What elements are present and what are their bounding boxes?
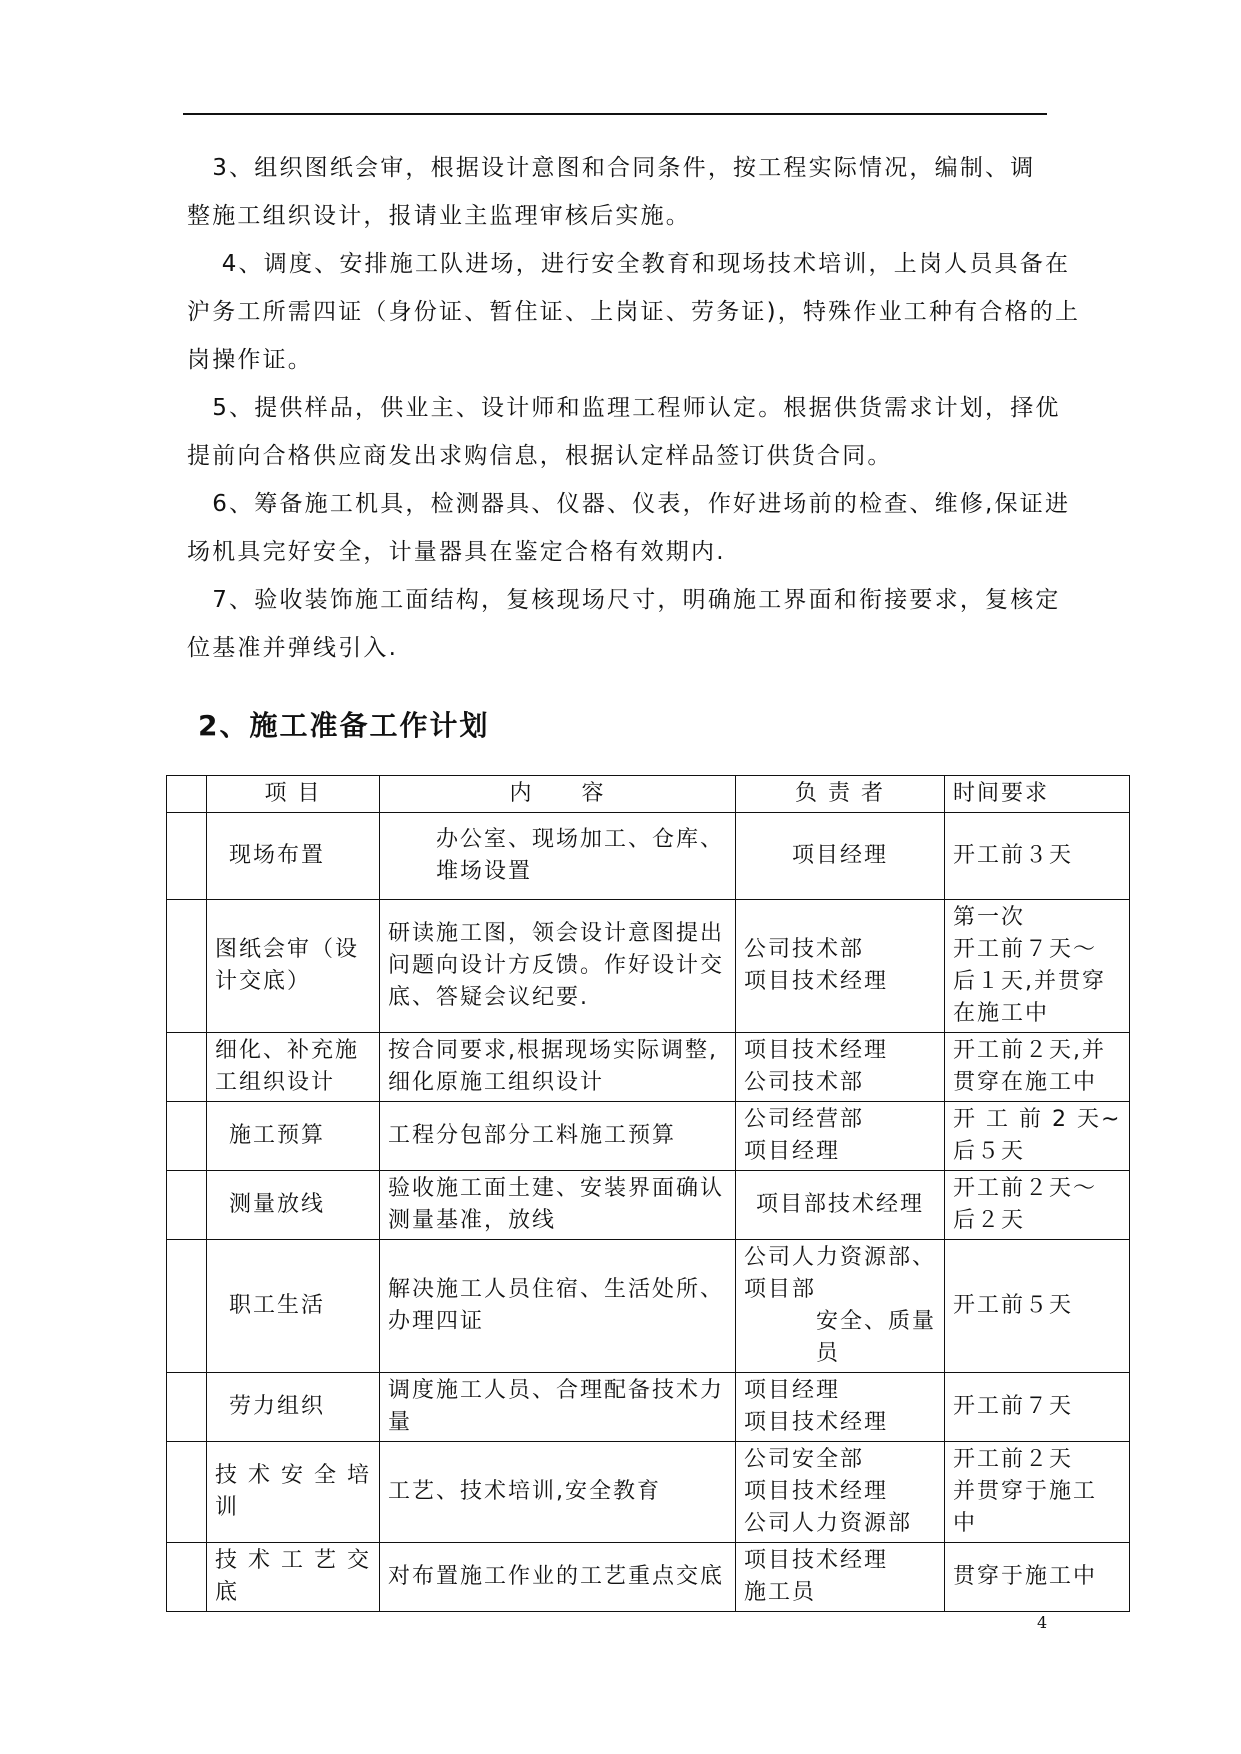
content-cell-line: 测量基准，放线 [387, 1208, 556, 1233]
owner-cell [735, 900, 944, 1033]
owner-cell [735, 1543, 944, 1612]
item-cell-line: 现场布置 [229, 843, 326, 868]
owner-cell-line: 员 [743, 1341, 840, 1366]
table-row [167, 1033, 1130, 1102]
owner-cell [735, 1442, 944, 1543]
owner-cell-line: 项目部技术经理 [755, 1192, 924, 1217]
row-blank-cell [167, 1442, 207, 1543]
time-cell [945, 1033, 1130, 1102]
row-blank-cell [167, 900, 207, 1033]
item-cell-line: 工组织设计 [215, 1070, 336, 1095]
owner-cell [735, 1102, 944, 1171]
content-cell [379, 1240, 735, 1373]
paragraph [187, 576, 1067, 672]
item-cell-line: 技 术 安 全 培 [215, 1463, 371, 1488]
section-heading: 2、施工准备工作计划 [198, 709, 490, 742]
table-row [167, 1102, 1130, 1171]
owner-cell-line: 项目经理 [743, 1139, 840, 1164]
content-cell [379, 1102, 735, 1171]
content-cell-line: 堆场设置 [387, 859, 532, 884]
table-row [167, 1442, 1130, 1543]
content-cell-line: 对布置施工作业的工艺重点交底 [387, 1564, 724, 1589]
header-cell-item: 项 目 [207, 776, 380, 813]
item-cell-line: 底 [215, 1580, 240, 1605]
content-cell [379, 1373, 735, 1442]
item-cell [207, 813, 380, 900]
time-cell-line: 开 工 前 2 天~ [953, 1107, 1122, 1132]
time-cell [945, 1543, 1130, 1612]
row-blank-cell [167, 1171, 207, 1240]
time-cell-line: 后２天 [953, 1208, 1026, 1233]
paragraph-line: 7、验收装饰施工面结构，复核现场尺寸，明确施工界面和衔接要求，复核定 [187, 587, 1061, 613]
item-cell-line: 训 [215, 1495, 240, 1520]
item-cell [207, 1373, 380, 1442]
time-cell [945, 1171, 1130, 1240]
owner-cell-line: 安全、质量 [743, 1309, 936, 1334]
item-cell-line: 计交底） [215, 969, 312, 994]
content-cell [379, 1442, 735, 1543]
owner-cell-line: 项目技术经理 [743, 1038, 888, 1063]
time-cell-line: 开工前５天 [953, 1293, 1074, 1318]
content-cell-line: 研读施工图，领会设计意图提出 [387, 921, 724, 946]
table-row [167, 1543, 1130, 1612]
item-cell [207, 900, 380, 1033]
time-cell-line: 开工前７天～ [953, 937, 1098, 962]
time-cell-line: 开工前２天 [953, 1447, 1074, 1472]
table-header-row [167, 776, 1130, 813]
item-cell-line: 施工预算 [229, 1123, 326, 1148]
owner-cell-line: 项目经理 [791, 843, 888, 868]
time-cell-line: 后１天,并贯穿 [953, 969, 1106, 994]
item-cell [207, 1240, 380, 1373]
paragraph-line: 整施工组织设计，报请业主监理审核后实施。 [187, 203, 691, 229]
item-cell [207, 1102, 380, 1171]
paragraph-line: 6、筹备施工机具，检测器具、仪器、仪表，作好进场前的检查、维修,保证进 [187, 491, 1071, 517]
owner-cell [735, 813, 944, 900]
row-blank-cell [167, 1033, 207, 1102]
content-cell-line: 问题向设计方反馈。作好设计交 [387, 953, 724, 978]
item-cell [207, 1543, 380, 1612]
owner-cell [735, 1171, 944, 1240]
page-number: 4 [1037, 1613, 1048, 1632]
owner-cell-line: 施工员 [743, 1580, 816, 1605]
owner-cell [735, 1033, 944, 1102]
row-blank-cell [167, 813, 207, 900]
table-row [167, 900, 1130, 1033]
time-cell-line: 在施工中 [953, 1001, 1050, 1026]
owner-cell-line: 公司安全部 [743, 1447, 864, 1472]
item-cell-line: 劳力组织 [229, 1394, 326, 1419]
time-cell-line: 贯穿于施工中 [953, 1564, 1098, 1589]
paragraph [187, 384, 1067, 480]
content-cell [379, 813, 735, 900]
paragraph-line: 4、调度、安排施工队进场，进行安全教育和现场技术培训，上岗人员具备在 [187, 251, 1071, 277]
content-cell [379, 900, 735, 1033]
paragraph-line: 沪务工所需四证（身份证、暂住证、上岗证、劳务证)，特殊作业工种有合格的上 [187, 299, 1081, 325]
item-cell [207, 1442, 380, 1543]
owner-cell-line: 公司人力资源部 [743, 1511, 912, 1536]
paragraph-line: 提前向合格供应商发出求购信息，根据认定样品签订供货合同。 [187, 443, 893, 469]
owner-cell-line: 公司经营部 [743, 1107, 864, 1132]
owner-cell [735, 1373, 944, 1442]
time-cell-line: 第一次 [953, 905, 1026, 930]
header-cell-time: 时间要求 [945, 776, 1130, 813]
header-rule [183, 113, 1047, 115]
content-cell [379, 1171, 735, 1240]
body-text [187, 144, 1081, 672]
owner-cell-line: 项目技术经理 [743, 969, 888, 994]
item-cell-line: 职工生活 [229, 1293, 326, 1318]
time-cell [945, 1373, 1130, 1442]
content-cell-line: 调度施工人员、合理配备技术力 [387, 1378, 724, 1403]
content-cell-line: 量 [387, 1410, 412, 1435]
paragraph [187, 480, 1071, 576]
content-cell-line: 验收施工面土建、安装界面确认 [387, 1176, 724, 1201]
paragraph-line: 位基准并弹线引入. [187, 635, 399, 661]
table-row [167, 1171, 1130, 1240]
time-cell-line: 后５天 [953, 1139, 1026, 1164]
item-cell-line: 技 术 工 艺 交 [215, 1548, 371, 1573]
content-cell-line: 底、答疑会议纪要. [387, 985, 589, 1010]
item-cell [207, 1033, 380, 1102]
time-cell-line: 开工前２天～ [953, 1176, 1098, 1201]
table-row [167, 1240, 1130, 1373]
content-cell [379, 1543, 735, 1612]
time-cell [945, 1442, 1130, 1543]
owner-cell-line: 项目技术经理 [743, 1410, 888, 1435]
row-blank-cell [167, 1240, 207, 1373]
time-cell-line: 开工前７天 [953, 1394, 1074, 1419]
owner-cell-line: 项目技术经理 [743, 1548, 888, 1573]
time-cell-line: 开工前３天 [953, 843, 1074, 868]
item-cell [207, 1171, 380, 1240]
item-cell-line: 测量放线 [229, 1192, 326, 1217]
time-cell-line: 贯穿在施工中 [953, 1070, 1098, 1095]
time-cell-line: 中 [953, 1511, 978, 1536]
time-cell [945, 813, 1130, 900]
time-cell [945, 1102, 1130, 1171]
owner-cell-line: 公司技术部 [743, 937, 864, 962]
time-cell-line: 并贯穿于施工 [953, 1479, 1098, 1504]
content-cell-line: 工程分包部分工料施工预算 [387, 1123, 676, 1148]
table-row [167, 1373, 1130, 1442]
owner-cell-line: 项目部 [743, 1277, 816, 1302]
paragraph-line: 5、提供样品，供业主、设计师和监理工程师认定。根据供货需求计划，择优 [187, 395, 1061, 421]
time-cell [945, 1240, 1130, 1373]
owner-cell-line: 公司人力资源部、 [743, 1245, 936, 1270]
time-cell [945, 900, 1130, 1033]
time-cell-line: 开工前２天,并 [953, 1038, 1106, 1063]
content-cell-line: 办公室、现场加工、仓库、 [387, 827, 724, 852]
content-cell-line: 按合同要求,根据现场实际调整, [387, 1038, 718, 1063]
content-cell-line: 细化原施工组织设计 [387, 1070, 604, 1095]
item-cell-line: 细化、补充施 [215, 1038, 360, 1063]
preparation-plan-table [166, 775, 1130, 1612]
paragraph [187, 144, 1067, 240]
table-row [167, 813, 1130, 900]
header-cell-owner: 负 责 者 [735, 776, 944, 813]
paragraph-line: 岗操作证。 [187, 347, 313, 373]
owner-cell-line: 公司技术部 [743, 1070, 864, 1095]
owner-cell-line: 项目技术经理 [743, 1479, 888, 1504]
paragraph-line: 3、组织图纸会审，根据设计意图和合同条件，按工程实际情况，编制、调 [187, 155, 1036, 181]
row-blank-cell [167, 1543, 207, 1612]
paragraph-line: 场机具完好安全，计量器具在鉴定合格有效期内. [187, 539, 726, 565]
header-cell-blank [167, 776, 207, 813]
content-cell-line: 解决施工人员住宿、生活处所、 [387, 1277, 724, 1302]
item-cell-line: 图纸会审（设 [215, 937, 360, 962]
owner-cell-line: 项目经理 [743, 1378, 840, 1403]
owner-cell [735, 1240, 944, 1373]
content-cell-line: 工艺、技术培训,安全教育 [387, 1479, 661, 1504]
row-blank-cell [167, 1102, 207, 1171]
paragraph [187, 240, 1081, 384]
header-cell-content: 内 容 [379, 776, 735, 813]
row-blank-cell [167, 1373, 207, 1442]
content-cell [379, 1033, 735, 1102]
content-cell-line: 办理四证 [387, 1309, 484, 1334]
